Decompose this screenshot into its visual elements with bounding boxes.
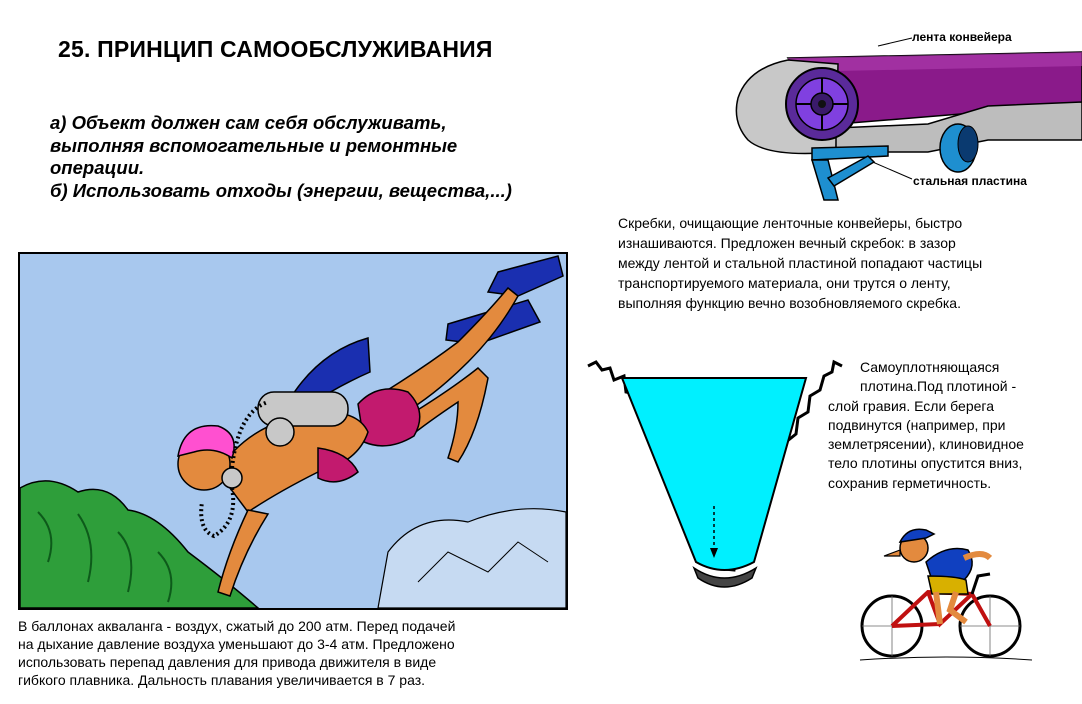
conveyor-illustration <box>728 28 1082 208</box>
scuba-caption <box>18 617 455 689</box>
caption-line: выполняя функцию вечно возобновляемого скребка. <box>618 295 961 311</box>
caption-line: изнашиваются. Предложен вечный скребок: в зазор <box>618 235 956 251</box>
caption-line: транспортируемого материала, они трутся о ленту, <box>618 275 951 291</box>
principle-line: а) Объект должен сам себя обслуживать, <box>50 112 447 133</box>
caption-line: Скребки, очищающие ленточные конвейеры, быстро <box>618 215 963 231</box>
regulator <box>222 468 242 488</box>
caption-line: землетрясении), клиновидное <box>828 436 1024 453</box>
cap <box>900 529 934 542</box>
dam-illustration <box>584 356 846 606</box>
caption-line: гибкого плавника. Дальность плавания увеличивается в 7 раз. <box>18 672 426 688</box>
page-title: 25. ПРИНЦИП САМООБСЛУЖИВАНИЯ <box>58 36 493 62</box>
caption-line: слой гравия. Если берега <box>828 397 994 414</box>
steel-plate <box>812 146 888 160</box>
cyclist-illustration <box>856 514 1032 664</box>
dam-caption <box>828 358 1024 493</box>
principle-line: выполняя вспомогательные и ремонтные <box>50 134 458 156</box>
caption-line: плотина.Под плотиной - <box>860 378 1017 395</box>
swimsuit <box>358 389 420 446</box>
caption-line: тело плотины опустится вниз, <box>828 455 1023 472</box>
conveyor-caption <box>618 213 982 313</box>
caption-line: подвинутся (например, при <box>828 416 1006 433</box>
label-steel-plate: стальная пластина <box>913 174 1027 188</box>
caption-line: на дыхание давление воздуха уменьшают до 3-4 атм. Предложено <box>18 636 455 652</box>
label-conveyor-belt: лента конвейера <box>912 30 1012 44</box>
caption-line: В баллонах акваланга - воздух, сжатый до 200 атм. Перед подачей <box>18 618 456 634</box>
caption-line: между лентой и стальной пластиной попадают частицы <box>618 255 983 271</box>
wedge-dam <box>622 378 806 570</box>
principle-line: б) Использовать отходы (энергии, вещества,...) <box>50 179 512 201</box>
caption-line: использовать перепад давления для привода движителя в виде <box>18 654 437 670</box>
principle-text <box>50 112 610 202</box>
scuba-diver-illustration <box>18 252 568 610</box>
caption-line: сохранив герметичность. <box>828 474 992 491</box>
caption-line: Самоуплотняющаяся <box>860 359 1000 375</box>
principle-line: операции. <box>50 157 145 178</box>
